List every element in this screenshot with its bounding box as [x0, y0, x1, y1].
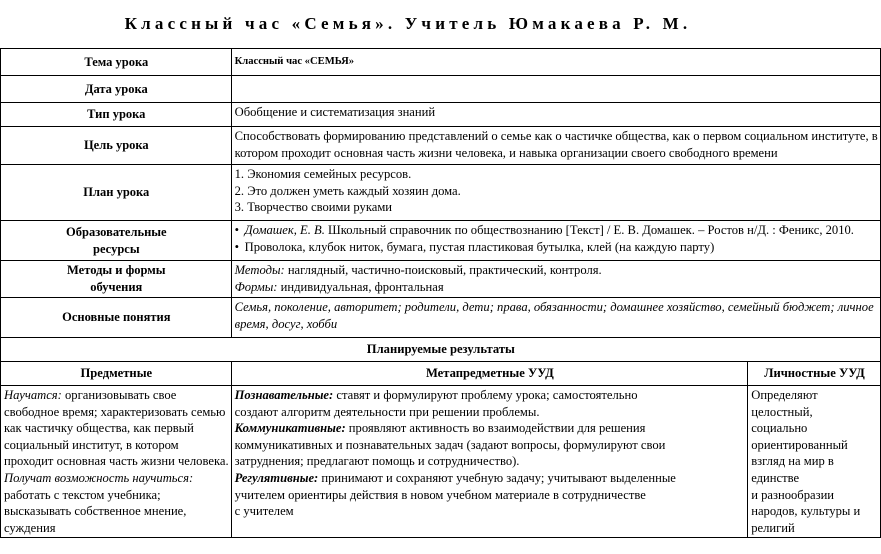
- topic-value: Классный час «СЕМЬЯ»: [231, 49, 880, 76]
- plan-item: 1. Экономия семейных ресурсов.: [234, 167, 412, 181]
- resources-value: [231, 221, 880, 261]
- lesson-table: [0, 48, 881, 538]
- col-personal-header: Личностные УУД: [748, 362, 880, 386]
- results-header: Планируемые результаты: [1, 338, 881, 362]
- methods-text: наглядный, частично-поисковый, практический, контроля.: [284, 263, 602, 277]
- methods-line: [235, 262, 878, 279]
- meta-text: проявляют активность во взаимодействии для решения: [345, 421, 646, 436]
- concepts-line: Семья, поколение, авторитет; родители, дети; права, обязанности; домашнее хозяйство, семейный бюджет; личное: [234, 300, 874, 314]
- page-title: Классный час «Семья». Учитель Юмакаева Р. М.: [124, 14, 692, 33]
- row-results-columns: [1, 362, 881, 386]
- row-type: [1, 103, 881, 127]
- subject-line: проходит основная часть жизни человека.: [4, 454, 229, 469]
- type-label: Тип урока: [1, 103, 232, 127]
- resource-text: Школьный справочник по обществознанию [Текст] / Е. В. Домашек. – Ростов н/Д. : Феникс, 2010.: [324, 223, 854, 237]
- subject-line: работать с текстом учебника;: [4, 487, 161, 502]
- meta-text: ставят и формулируют проблему урока; самостоятельно: [333, 388, 638, 402]
- personal-line: взгляд на мир в: [751, 454, 834, 469]
- chance-label: Получат возможность научиться:: [4, 470, 194, 485]
- resources-label: [1, 221, 232, 261]
- personal-line: ориентированный: [751, 437, 848, 452]
- meta-line: учителем ориентиры действия в новом учебном материале в сотрудничестве: [234, 487, 646, 502]
- personal-line: социально: [751, 421, 808, 436]
- concepts-value: [231, 298, 880, 338]
- row-resources: [1, 221, 881, 261]
- resources-label-line: Образовательные: [66, 224, 167, 239]
- regulatory-label: Регулятивные:: [234, 470, 319, 485]
- meta-line: затруднения; предлагают помощь и сотрудничество).: [234, 454, 520, 469]
- resource-item: [235, 239, 878, 256]
- forms-key: Формы:: [234, 279, 278, 294]
- cognitive-label: Познавательные:: [234, 388, 334, 402]
- bullet-icon: •: [234, 239, 240, 254]
- plan-item: 2. Это должен уметь каждый хозяин дома.: [234, 183, 461, 198]
- meta-line: [235, 470, 746, 487]
- row-goal: [1, 127, 881, 165]
- goal-line: котором проходит основная часть жизни человека, и навыка организации своего свободного времени: [234, 145, 778, 160]
- personal-line: религий: [751, 520, 795, 535]
- row-concepts: [1, 298, 881, 338]
- methods-key: Методы:: [234, 263, 285, 277]
- methods-value: [231, 261, 880, 298]
- plan-label: План урока: [1, 165, 232, 221]
- personal-results: [748, 386, 880, 538]
- personal-line: и разнообразии: [751, 487, 835, 502]
- personal-line: Определяют: [751, 388, 818, 402]
- goal-line: Способствовать формированию представлений о семье как о частичке общества, как о первом социальном институте, в: [234, 129, 878, 143]
- row-methods: [1, 261, 881, 298]
- row-results-content: [1, 386, 881, 538]
- subject-line: социальный институт, в котором: [4, 437, 179, 452]
- meta-line: коммуникативных и познавательных задач (задают вопросы, формулируют свои: [234, 437, 666, 452]
- meta-line: создают алгоритм деятельности при решении проблемы.: [234, 404, 540, 419]
- meta-line: [235, 387, 746, 404]
- row-results-header: [1, 338, 881, 362]
- date-value: [231, 76, 880, 103]
- concepts-label: Основные понятия: [1, 298, 232, 338]
- meta-text: принимают и сохраняют учебную задачу; учитывают выделенные: [318, 470, 676, 485]
- personal-line: единстве: [751, 470, 800, 485]
- resource-author: Домашек, Е. В.: [244, 223, 325, 237]
- subject-line: как частичку общества, как первый: [4, 421, 194, 436]
- communicative-label: Коммуникативные:: [234, 421, 346, 436]
- type-value: Обобщение и систематизация знаний: [231, 103, 880, 127]
- resources-label-line: ресурсы: [93, 241, 140, 256]
- subject-line: свободное время; характеризовать семью: [4, 404, 226, 419]
- plan-value: [231, 165, 880, 221]
- concepts-line: время, досуг, хобби: [234, 316, 338, 331]
- forms-line: [235, 279, 878, 296]
- row-topic: [1, 49, 881, 76]
- personal-line: народов, культуры и: [751, 504, 861, 519]
- col-subject-header: Предметные: [1, 362, 232, 386]
- subject-line: [4, 387, 229, 404]
- row-plan: [1, 165, 881, 221]
- meta-results: [231, 386, 748, 538]
- methods-label-line: Методы и формы: [67, 263, 166, 278]
- resource-text: Проволока, клубок ниток, бумага, пустая пластиковая бутылка, клей (на каждую парту): [244, 239, 715, 254]
- col-meta-header: Метапредметные УУД: [231, 362, 748, 386]
- plan-item: 3. Творчество своими руками: [234, 200, 393, 215]
- subject-line: суждения: [4, 520, 56, 535]
- meta-line: [235, 420, 746, 437]
- goal-label: Цель урока: [1, 127, 232, 165]
- learn-label: Научатся:: [4, 388, 62, 402]
- subject-results: [1, 386, 232, 538]
- forms-text: индивидуальная, фронтальная: [277, 279, 444, 294]
- methods-label-line: обучения: [90, 280, 143, 294]
- resource-item: [235, 222, 878, 239]
- row-date: [1, 76, 881, 103]
- date-label: Дата урока: [1, 76, 232, 103]
- subject-text: организовывать свое: [61, 388, 177, 402]
- topic-label: Тема урока: [1, 49, 232, 76]
- goal-value: [231, 127, 880, 165]
- methods-label: [1, 261, 232, 298]
- bullet-icon: •: [234, 223, 240, 237]
- personal-line: целостный,: [751, 404, 813, 419]
- meta-line: с учителем: [234, 504, 294, 519]
- subject-line: высказывать собственное мнение,: [4, 504, 187, 519]
